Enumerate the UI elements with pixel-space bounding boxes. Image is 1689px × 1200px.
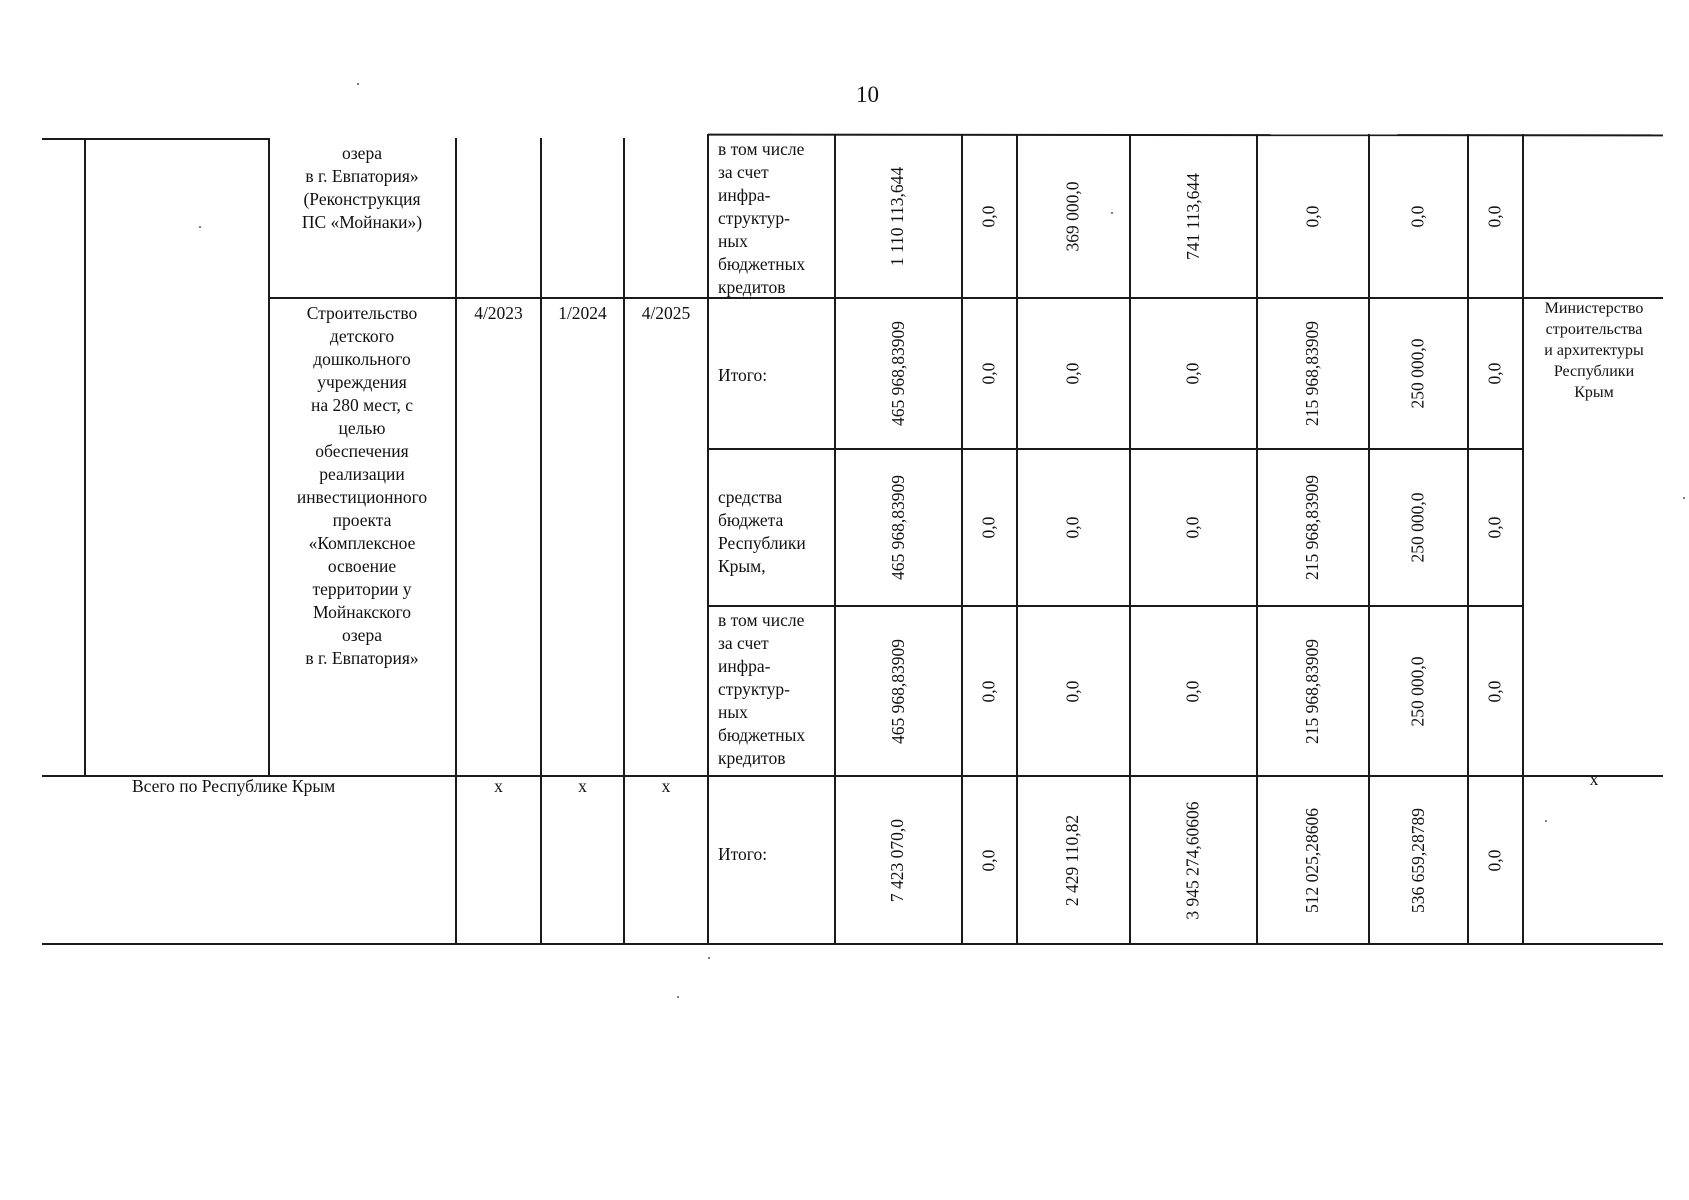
value-cell <box>1468 299 1522 448</box>
value-cell <box>1369 136 1467 297</box>
value-text: 250 000,0 <box>1407 492 1428 563</box>
scan-speck <box>1111 212 1113 214</box>
object-name-line: в г. Евпатория» <box>305 166 419 186</box>
value-text: 0,0 <box>978 849 999 871</box>
executor-line: Крым <box>1574 384 1614 401</box>
funding-source-infrastructure-credits <box>718 138 833 299</box>
value-text: 250 000,0 <box>1407 656 1428 726</box>
col-line-object <box>455 138 457 943</box>
object-name-line: «Комплексное <box>308 533 416 553</box>
value-text: 0,0 <box>1484 205 1505 228</box>
object-name-line: озера <box>342 143 382 163</box>
value-text: 465 968,83909 <box>887 475 908 580</box>
value-text: 465 968,83909 <box>887 321 908 426</box>
value-text: 0,0 <box>978 205 999 228</box>
value-cell <box>835 607 961 775</box>
col-line-start <box>540 138 542 943</box>
value-text: 0,0 <box>978 362 999 385</box>
object-name-continuation <box>270 142 454 234</box>
page-number: 10 <box>856 82 879 107</box>
value-cell <box>1017 299 1129 448</box>
total-label: Всего по Республике Крым <box>132 776 336 796</box>
col-line-v7 <box>1522 134 1524 943</box>
executor-line: и архитектуры <box>1544 342 1644 359</box>
value-text: 0,0 <box>1182 680 1203 702</box>
value-cell <box>1257 136 1368 297</box>
value-text: 536 659,28789 <box>1407 807 1428 913</box>
table-top-border <box>42 138 268 140</box>
value-cell <box>1130 777 1256 943</box>
object-name-line: озера <box>342 625 382 645</box>
value-text: 2 429 110,82 <box>1062 814 1083 906</box>
value-text: 741 113,644 <box>1182 173 1203 260</box>
source-line: за счет <box>718 162 769 182</box>
object-name-line: инвестиционного <box>296 487 428 507</box>
object-name-line: освоение <box>327 556 397 576</box>
object-name-line: проекта <box>332 510 392 530</box>
source-line: за счет <box>718 633 769 653</box>
value-text: 0,0 <box>1182 516 1203 539</box>
object-name-line: Мойнакского <box>312 602 412 622</box>
value-cell <box>835 299 961 448</box>
value-text: 0,0 <box>1484 362 1505 385</box>
total-funding-source <box>718 843 833 866</box>
start-date: 4/2023 <box>474 303 523 323</box>
value-cell <box>1468 777 1522 943</box>
value-text: 7 423 070,0 <box>887 818 908 902</box>
value-cell <box>835 136 961 297</box>
value-text: 369 000,0 <box>1062 181 1083 252</box>
object-name-line: целью <box>338 418 386 438</box>
source-line: в том числе <box>718 610 805 630</box>
source-line: Итого: <box>718 365 768 385</box>
value-text: 250 000,0 <box>1407 338 1428 409</box>
scan-speck <box>1545 820 1547 822</box>
table-bottom-border <box>42 943 1663 945</box>
scan-speck <box>1683 497 1685 499</box>
value-text: 512 025,28606 <box>1302 807 1322 913</box>
object-name-line: территории у <box>312 579 412 599</box>
value-cell <box>835 450 961 605</box>
value-cell <box>962 450 1016 605</box>
object-name-line: детского <box>329 326 395 346</box>
stage-date: 1/2024 <box>558 303 607 323</box>
source-line: кредитов <box>718 277 786 297</box>
source-line: Республики <box>718 533 806 553</box>
source-line: Итого: <box>718 844 768 864</box>
object-name-line: учреждения <box>317 372 407 392</box>
source-line: кредитов <box>718 748 786 768</box>
value-cell <box>1130 299 1256 448</box>
funding-source-budget <box>718 486 833 578</box>
value-cell <box>1257 299 1368 448</box>
value-cell <box>1017 777 1129 943</box>
value-text: 0,0 <box>1062 516 1083 539</box>
object-name-line: (Реконструкция <box>303 189 421 209</box>
source-line: структур- <box>718 679 790 699</box>
executor-line: Республики <box>1553 363 1635 380</box>
value-text: 215 968,83909 <box>1302 321 1322 426</box>
source-line: бюджетных <box>718 254 806 274</box>
value-text: 0,0 <box>1302 205 1322 228</box>
value-text: 3 945 274,60606 <box>1182 800 1203 920</box>
value-text: 215 968,83909 <box>1302 475 1322 580</box>
value-cell <box>962 299 1016 448</box>
source-line: средства <box>718 487 783 507</box>
value-text: 215 968,83909 <box>1302 638 1322 744</box>
value-cell <box>1017 136 1129 297</box>
source-line: ных <box>718 231 748 251</box>
scan-speck <box>357 83 359 85</box>
value-cell <box>1369 299 1467 448</box>
value-cell <box>1468 136 1522 297</box>
value-cell <box>962 607 1016 775</box>
value-text: 0,0 <box>978 516 999 539</box>
total-stage: x <box>578 776 587 796</box>
total-end: x <box>661 776 671 796</box>
object-name-line: дошкольного <box>313 349 411 369</box>
value-cell <box>1369 607 1467 775</box>
value-text: 0,0 <box>1182 362 1203 385</box>
value-text: 0,0 <box>1407 205 1428 228</box>
object-name-line: в г. Евпатория» <box>305 648 419 668</box>
value-cell <box>1017 607 1129 775</box>
funding-source-total <box>718 364 833 387</box>
value-cell <box>1369 777 1467 943</box>
source-line: структур- <box>718 208 790 228</box>
source-line: ных <box>718 702 748 722</box>
executor-line: строительства <box>1545 321 1643 338</box>
value-cell <box>1369 450 1467 605</box>
value-text: 465 968,83909 <box>887 638 908 744</box>
source-line: инфра- <box>718 185 771 205</box>
value-cell <box>1130 607 1256 775</box>
object-name-line: на 280 мест, с <box>310 395 414 415</box>
scan-speck <box>708 957 710 959</box>
value-cell <box>962 136 1016 297</box>
executor-line: Министерство <box>1544 300 1644 317</box>
object-name-kindergarten <box>270 302 454 670</box>
value-text: 0,0 <box>1484 849 1505 871</box>
source-line: Крым, <box>718 556 766 576</box>
value-text: 0,0 <box>1062 680 1083 702</box>
end-date: 4/2025 <box>641 303 691 323</box>
value-cell <box>1017 450 1129 605</box>
object-name-line: реализации <box>319 464 405 484</box>
object-name-line: ПС «Мойнаки») <box>301 212 423 232</box>
value-text: 0,0 <box>978 680 999 702</box>
source-line: бюджетных <box>718 725 806 745</box>
total-executor: x <box>1589 769 1599 789</box>
col-line-number <box>84 138 86 775</box>
source-line: в том числе <box>718 139 805 159</box>
value-text: 1 110 113,644 <box>887 166 908 267</box>
executor-ministry <box>1524 298 1664 403</box>
value-text: 0,0 <box>1062 362 1083 385</box>
value-cell <box>835 777 961 943</box>
value-cell <box>1257 777 1368 943</box>
value-text: 0,0 <box>1484 680 1505 702</box>
total-start: x <box>494 776 503 796</box>
scan-speck <box>677 996 679 998</box>
object-name-line: Строительство <box>306 303 418 323</box>
value-cell <box>1130 136 1256 297</box>
value-cell <box>1468 607 1522 775</box>
value-cell <box>1130 450 1256 605</box>
value-cell <box>1257 450 1368 605</box>
value-text: 0,0 <box>1484 516 1505 539</box>
source-line: бюджета <box>718 510 784 530</box>
col-line-end <box>707 134 709 943</box>
scan-speck <box>199 226 201 228</box>
object-name-line: обеспечения <box>315 441 409 461</box>
value-cell <box>962 777 1016 943</box>
source-line: инфра- <box>718 656 771 676</box>
col-line-stage <box>623 138 625 943</box>
value-cell <box>1468 450 1522 605</box>
value-cell <box>1257 607 1368 775</box>
funding-source-infrastructure-credits <box>718 609 833 770</box>
